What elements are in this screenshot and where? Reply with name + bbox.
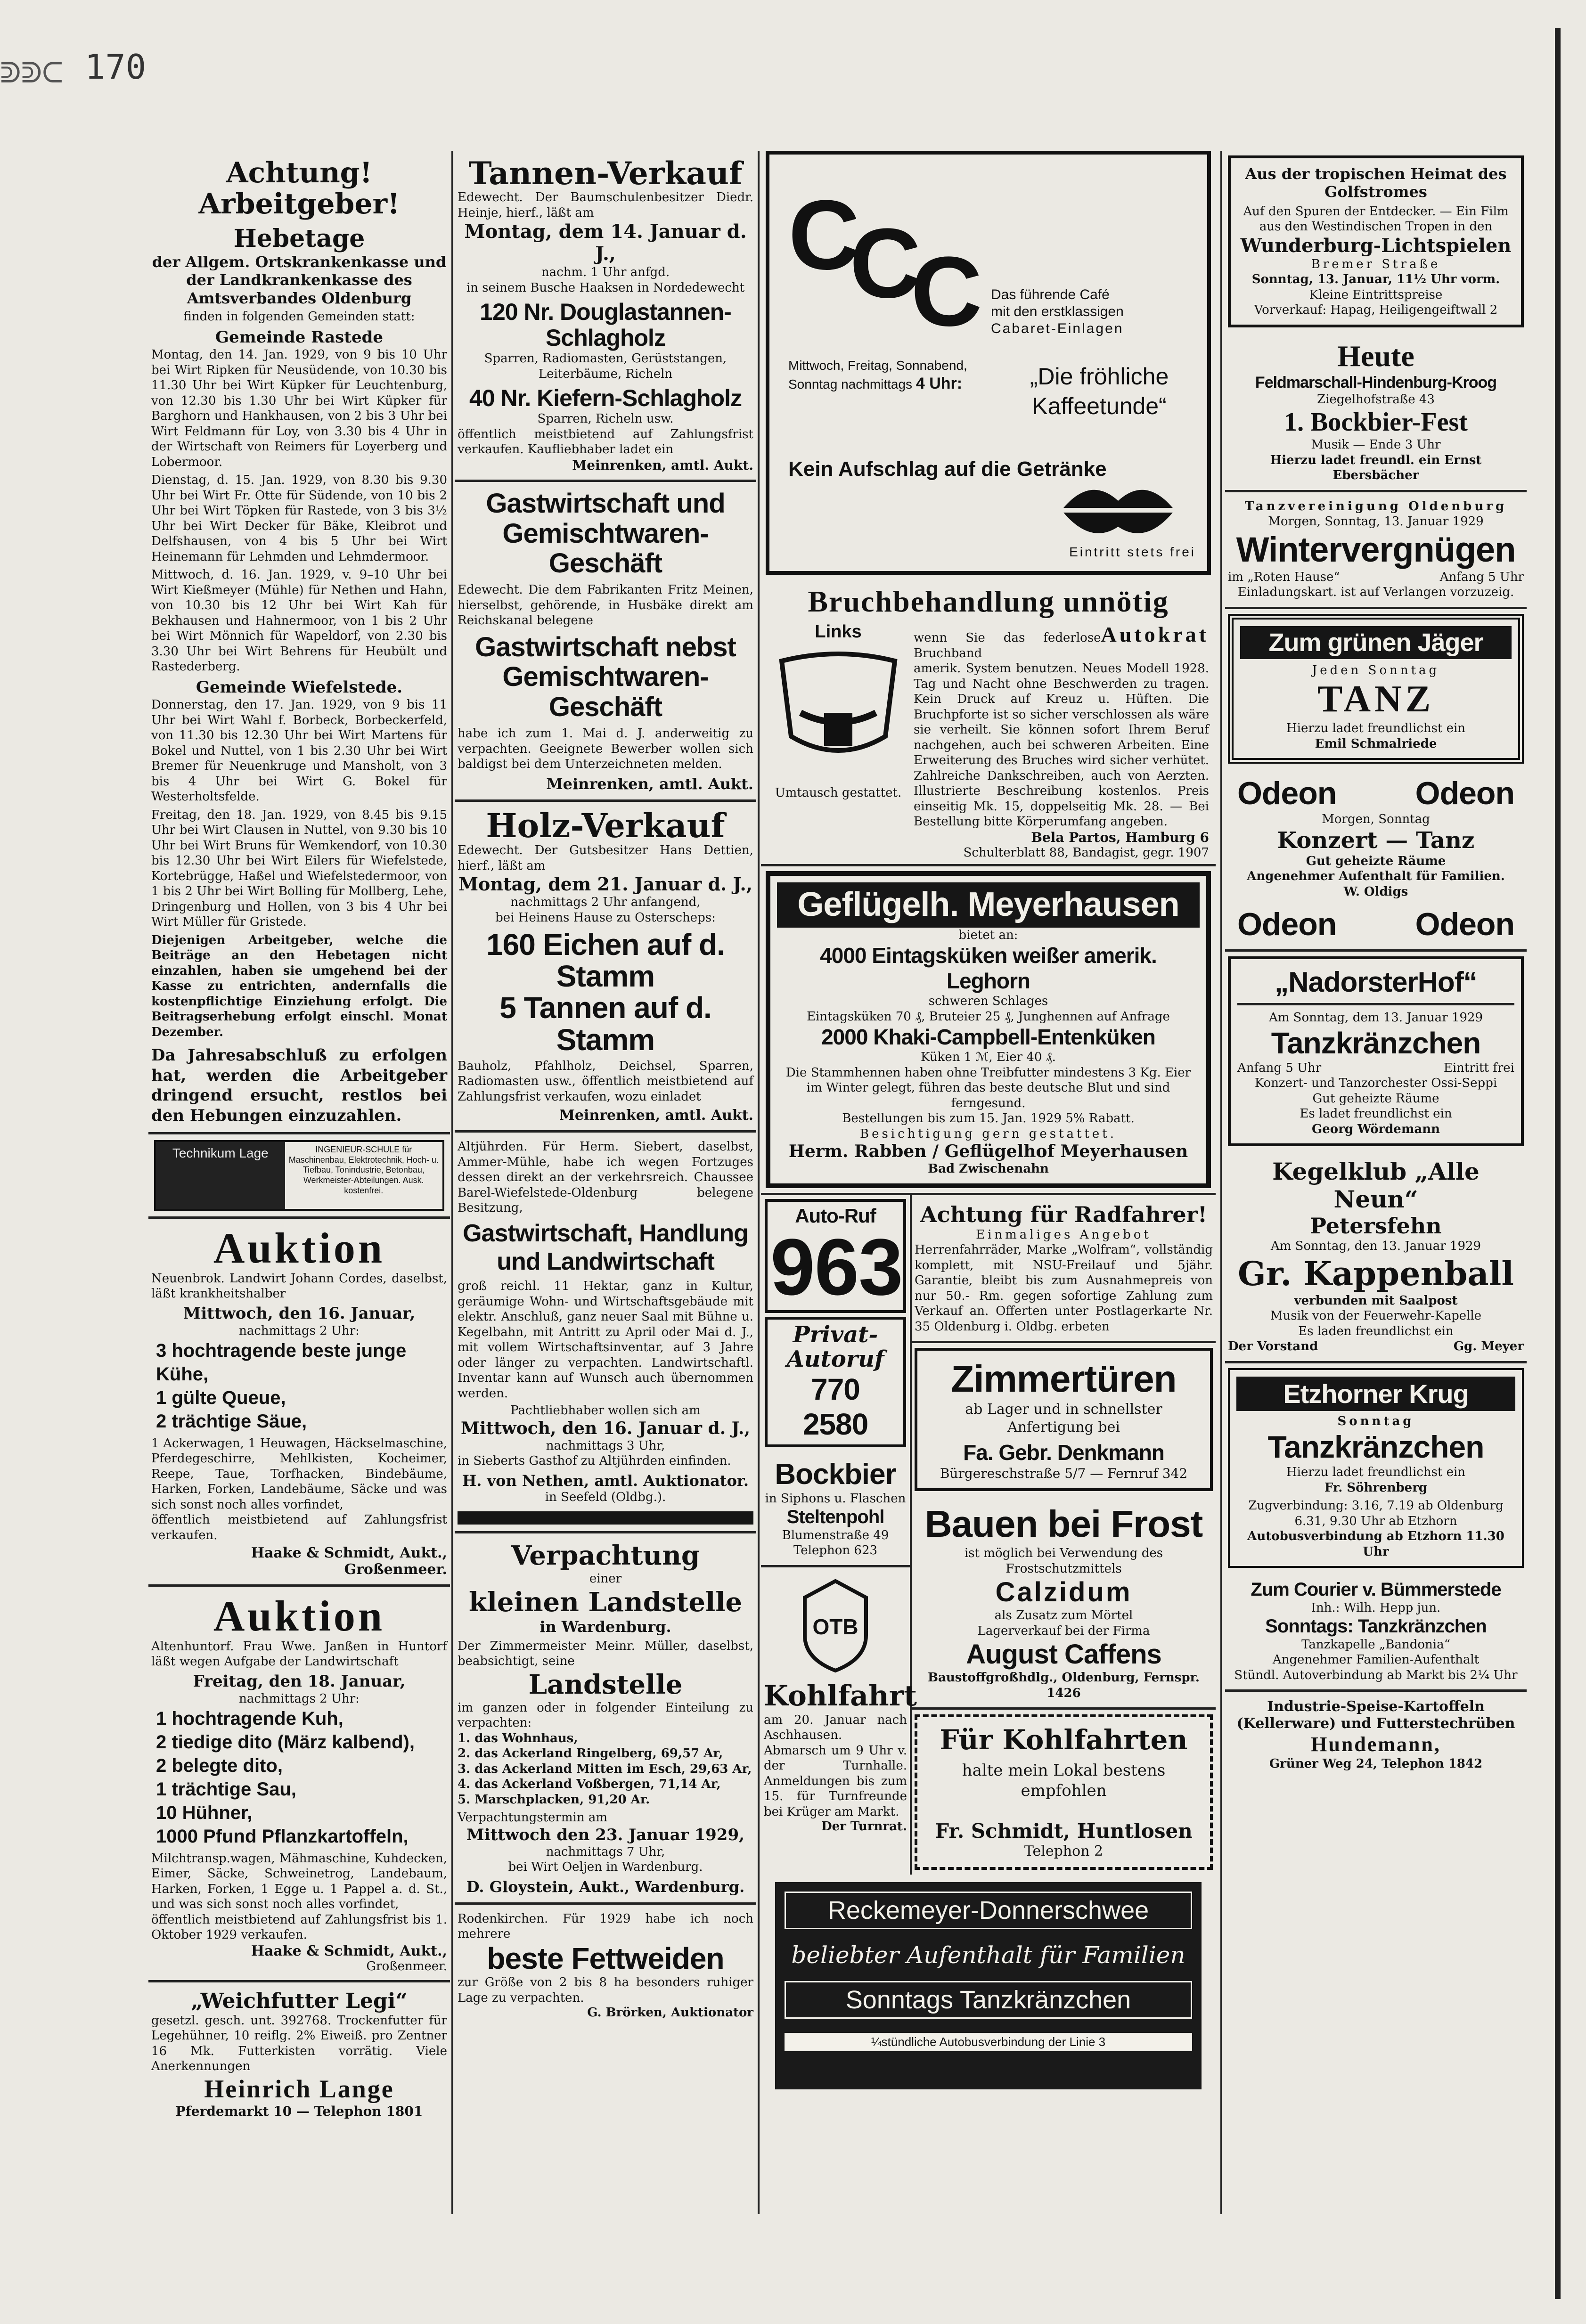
ad-signature: Heinrich Lange bbox=[204, 2074, 394, 2103]
ad-text: Aus der tropischen Heimat des Golfstromes bbox=[1245, 165, 1507, 201]
ad-text: Der Zimmermeister Meinr. Müller, daselbst, beabsichtigt, seine bbox=[458, 1639, 753, 1669]
ad-signature: Herm. Rabben / Geflügelhof Meyerhausen bbox=[788, 1142, 1188, 1162]
ad-text: Morgen, Sonntag, 13. Januar 1929 bbox=[1268, 514, 1484, 529]
ad-wunderburg bbox=[1228, 155, 1524, 327]
ad-bauen-bei-frost bbox=[912, 1496, 1216, 1710]
ad-text: Tanzvereinigung Oldenburg bbox=[1244, 499, 1507, 514]
ad-title: Bauen bei Frost bbox=[924, 1503, 1203, 1545]
ad-heute-bockbierfest bbox=[1225, 332, 1527, 492]
ad-signature: Fa. Gebr. Denkmann bbox=[963, 1440, 1164, 1465]
list-item: 2 tiedige dito (März kalbend), bbox=[156, 1731, 415, 1753]
ad-text: Freitag, den 18. Jan. 1929, von 8.45 bis 9.15 Uhr bei Wirt Clausen in Nuttel, von 9.30 bis 10 Uhr bei Wirt Bruns für Wemkendorf, von 10.30 bis 12.30 Uhr bei Wirt Eilers für Wiefelstede, Kortebrügge, Haßel und Wiefelstedermoor, von 1 bis 2 Uhr bei Wirt Bolling für Mollberg, Lehe, Dringenburg und Hollen, von 3 bis 4 Uhr bei Wirt Müller für Gristede. bbox=[151, 807, 447, 930]
ad-zimmertueren bbox=[915, 1348, 1213, 1491]
list-item: 1 hochtragende Kuh, bbox=[156, 1708, 343, 1729]
ad-title: Auktion bbox=[213, 1224, 385, 1272]
ad-text: Diejenigen Arbeitgeber, welche die Beiträge an den Hebetagen nicht einzahlen, haben sie umgehend bei der Kasse zu entrichten, andernfalls die kostenpflichtige Einziehung erfolgt. Die Beitragserhebung erfolgt einschl. Monat Dezember. bbox=[151, 933, 447, 1039]
ad-item: 4000 Eintagsküken weißer amerik. Leghorn bbox=[820, 943, 1157, 994]
ad-signature: G. Brörken, Auktionator bbox=[587, 2006, 753, 2020]
ccc-logo-letter: C bbox=[911, 236, 982, 347]
ad-title: Geflügelh. Meyerhausen bbox=[777, 882, 1200, 927]
ad-title: Heute bbox=[1337, 339, 1414, 373]
ad-event: Sonntags: Tanzkränzchen bbox=[1265, 1615, 1487, 1637]
ad-text: Küken 1 ℳ, Eier 40 ₰. bbox=[921, 1050, 1056, 1065]
ad-signature: Hierzu ladet freundl. ein Ernst Ebersbächer bbox=[1270, 453, 1482, 483]
ad-time: Sonntag, 13. Januar, 11½ Uhr vorm. bbox=[1251, 272, 1500, 287]
ad-text: ist möglich bei Verwendung des Frostschutzmittels bbox=[964, 1546, 1163, 1576]
ad-text: Sparren, Richeln usw. bbox=[537, 412, 674, 426]
ad-title: Kohlfahrt bbox=[764, 1679, 917, 1712]
ad-signature: Hundemann, bbox=[1311, 1733, 1441, 1756]
ad-signature: Gg. Meyer bbox=[1453, 1339, 1524, 1354]
ad-text: Altenhuntorf. Frau Wwe. Janßen in Huntorf läßt wegen Aufgabe der Landwirtschaft bbox=[151, 1639, 447, 1669]
ad-item: 2000 Khaki-Campbell-Entenküken bbox=[821, 1025, 1155, 1050]
ad-text: öffentlich meistbietend auf Zahlungsfrist verkaufen. bbox=[151, 1513, 447, 1542]
ad-wintervergnuegen bbox=[1225, 492, 1527, 609]
ccc-free-entry: Eintritt stets frei bbox=[1069, 545, 1196, 559]
ccc-logo-letter: C bbox=[788, 179, 860, 290]
ad-auktion-1 bbox=[148, 1219, 450, 1587]
ad-title: Bockbier bbox=[775, 1458, 896, 1491]
ad-text: Herrenfahrräder, Marke „Wolfram“, vollständig komplett, mit NSU-Freilauf und 5jähr. Garantie, bleibt bis zum Ausnahmepreis von nur 50.- Rm. gegen sofortige Zahlung zum Verkauf an. Offerten unter Postlagerkarte Nr. 35 Oldenburg i. Oldbg. erbeten bbox=[915, 1243, 1213, 1334]
ad-title: Für Kohlfahrten bbox=[940, 1724, 1188, 1756]
ad-text: bei Heinens Hause zu Osterscheps: bbox=[495, 910, 716, 925]
ad-text: schweren Schlages bbox=[928, 994, 1048, 1009]
col3-lower-right bbox=[912, 1195, 1216, 1875]
ad-privat-autoruf bbox=[765, 1317, 906, 1448]
ad-text: Es laden freundlichst ein bbox=[1298, 1324, 1454, 1338]
ad-date: Mittwoch, den 16. Januar d. J., bbox=[461, 1418, 750, 1438]
ad-etzhorner-krug bbox=[1228, 1368, 1524, 1568]
ad-title: Odeon bbox=[1237, 906, 1337, 943]
ad-date: Mittwoch, den 16. Januar, bbox=[183, 1304, 416, 1323]
black-bar bbox=[458, 1511, 753, 1525]
ad-text: 1 Ackerwagen, 1 Heuwagen, Häckselmaschine, Pferdegeschirre, Mehlkisten, Kocheimer, Reepe, Taue, Torfhacken, Bindebäume, Harken, Forken, Landebäume, Säcke und was sich sonst noch alles vorfindet, bbox=[151, 1436, 447, 1512]
ad-title: Gastwirtschaft nebst Gemischtwaren-Geschäft bbox=[475, 631, 736, 723]
ccc-days bbox=[788, 357, 996, 394]
ad-text: am 20. Januar nach Aschhausen. Abmarsch um 9 Uhr v. der Turnhalle. Anmeldungen bis zum 15. für Turnfreunde bei Krüger am Markt. bbox=[764, 1712, 907, 1819]
ad-subtitle2: der Allgem. Ortskrankenkasse und der Landkrankenkasse des Amtsverbandes Oldenburg bbox=[152, 253, 447, 307]
list-item: 3. das Ackerland Mitten im Esch, 29,63 Ar, bbox=[458, 1761, 752, 1776]
ad-weichfutter bbox=[148, 1982, 450, 2126]
ad-text: Bauholz, Pfahlholz, Deichsel, Sparren, Radiomasten usw., öffentlich meistbietend auf Zahlungsfrist verkaufen, wozu einladet bbox=[458, 1059, 753, 1104]
ad-address: Baustoffgroßhdlg., Oldenburg, Fernspr. 1426 bbox=[928, 1671, 1200, 1700]
ad-title: Bruchbehandlung unnötig bbox=[808, 585, 1169, 618]
ad-text: Hierzu ladet freundlichst ein bbox=[1286, 1465, 1466, 1480]
ad-date: Freitag, den 18. Januar, bbox=[193, 1672, 406, 1691]
ad-text: halte mein Lokal bestens empfohlen bbox=[962, 1761, 1166, 1800]
ad-text: in Siphons u. Flaschen bbox=[765, 1492, 906, 1506]
ad-signature: Haake & Schmidt, Aukt., bbox=[251, 1942, 447, 1959]
ad-text: Auf den Spuren der Entdecker. — Ein Film aus den Westindischen Tropen in den bbox=[1243, 204, 1509, 234]
ad-address: Blumenstraße 49 bbox=[782, 1528, 889, 1542]
ad-address: Schulterblatt 88, Bandagist, gegr. 1907 bbox=[963, 845, 1209, 860]
ad-text: Tanzkapelle „Bandonia“ bbox=[1301, 1637, 1450, 1652]
ad-signature: Bela Partos, Hamburg 6 bbox=[1031, 829, 1209, 845]
bruch-illustration bbox=[768, 622, 909, 860]
ad-signature: Meinrenken, amtl. Aukt. bbox=[559, 1107, 753, 1124]
column-rule bbox=[1220, 151, 1222, 2214]
ad-text: im „Roten Hause“ bbox=[1228, 570, 1340, 584]
list-item: 2. das Ackerland Ringelberg, 69,57 Ar, bbox=[458, 1746, 723, 1761]
ad-signature: Steltenpohl bbox=[786, 1506, 884, 1527]
ad-title: Landstelle bbox=[528, 1669, 683, 1700]
ad-text: Vorverkauf: Hapag, Heiligengeiftwall 2 bbox=[1254, 303, 1498, 318]
ad-signature: Fr. Söhrenberg bbox=[1324, 1480, 1428, 1495]
ccc-no-surcharge: Kein Aufschlag auf die Getränke bbox=[788, 457, 1107, 481]
ad-courier bbox=[1225, 1573, 1527, 1692]
ad-item: 120 Nr. Douglastannen-Schlagholz bbox=[480, 299, 731, 351]
ad-bruchbehandlung bbox=[761, 581, 1216, 866]
ad-kohlfahrt bbox=[761, 1567, 917, 1841]
list-item: 4. das Ackerland Voßbergen, 71,14 Ar, bbox=[458, 1777, 721, 1792]
ad-event: 1. Bockbier-Fest bbox=[1284, 408, 1468, 437]
divider bbox=[1237, 1003, 1514, 1005]
ad-auktion-2 bbox=[148, 1587, 450, 1982]
ad-title: „NadorsterHof“ bbox=[1275, 966, 1477, 998]
ad-signature: Meinrenken, amtl. Aukt. bbox=[572, 457, 753, 473]
otb-logo-icon bbox=[800, 1579, 871, 1673]
ad-title: Etzhorner Krug bbox=[1236, 1377, 1515, 1411]
ad-text: Inh.: Wilh. Hepp jun. bbox=[1311, 1601, 1441, 1615]
ad-date: Mittwoch den 23. Januar 1929, bbox=[466, 1825, 744, 1844]
ad-event: Gr. Kappenball bbox=[1238, 1254, 1514, 1293]
ad-heading: Gemeinde Rastede bbox=[215, 327, 384, 347]
ad-text: Kleine Eintrittspreise bbox=[1309, 287, 1443, 302]
ad-kegelklub bbox=[1225, 1151, 1527, 1363]
ad-signature: Georg Wördemann bbox=[1311, 1122, 1440, 1136]
ad-title: „Weichfutter Legi“ bbox=[191, 1989, 408, 2013]
column-4 bbox=[1225, 151, 1527, 2214]
ad-item: 5 Tannen auf d. Stamm bbox=[499, 991, 711, 1057]
ad-text: Konzert- und Tanzorchester Ossi-Seppi bbox=[1254, 1076, 1497, 1091]
ad-place: in Wardenburg. bbox=[540, 1617, 671, 1636]
ad-signature-place: in Seefeld (Oldbg.). bbox=[545, 1490, 666, 1504]
ad-item: 160 Eichen auf d. Stamm bbox=[486, 928, 725, 994]
ad-text: Neuenbrok. Landwirt Johann Cordes, daselbst, läßt krankheitshalber bbox=[151, 1271, 447, 1301]
ad-title: Zimmertüren bbox=[951, 1358, 1177, 1400]
ad-item-list bbox=[151, 1707, 447, 1848]
ccc-tagline-line: Das führende Café bbox=[991, 287, 1110, 302]
reckemeyer-event: Sonntags Tanzkränzchen bbox=[785, 1981, 1192, 2019]
ad-text: habe ich zum 1. Mai d. J. anderweitig zu verpachten. Geeignete Bewerber wollen sich baldigst bei dem Unterzeichneten melden. bbox=[458, 726, 753, 772]
ad-text: Es ladet freundlichst ein bbox=[1300, 1107, 1452, 1121]
ad-title: Verpachtung bbox=[511, 1540, 700, 1572]
ad-altjuehrden bbox=[455, 1133, 756, 1533]
list-item: 3 hochtragende beste junge Kühe, bbox=[156, 1340, 407, 1385]
otb-logo-text: OTB bbox=[812, 1614, 858, 1639]
list-item: 5. Marschplacken, 91,20 Ar. bbox=[458, 1792, 650, 1807]
ad-fettweiden bbox=[455, 1905, 756, 2026]
ccc-time: 4 Uhr: bbox=[916, 375, 963, 392]
list-item: 10 Hühner, bbox=[156, 1802, 253, 1823]
reckemeyer-name: Reckemeyer-Donnerschwee bbox=[785, 1892, 1192, 1929]
column-rule bbox=[758, 151, 760, 2214]
ad-text: Besichtigung gern gestattet. bbox=[859, 1126, 1117, 1141]
ad-title: Wunderburg-Lichtspielen bbox=[1240, 234, 1512, 257]
bruch-row bbox=[914, 622, 1209, 661]
ad-title: Gastwirtschaft und Gemischtwaren-Geschäft bbox=[486, 488, 725, 579]
ad-text: zur Größe von 2 bis 8 ha besonders ruhiger Lage zu verpachten. bbox=[458, 1975, 753, 2005]
ad-brand: Autokrat bbox=[1101, 622, 1209, 647]
ad-tannen-verkauf bbox=[455, 151, 756, 482]
ad-text: Musik von der Feuerwehr-Kapelle bbox=[1270, 1309, 1482, 1323]
col3-lower bbox=[761, 1193, 1216, 1875]
technikum-label: Technikum Lage bbox=[156, 1142, 285, 1209]
ad-text: in seinem Busche Haaksen in Nordedewecht bbox=[466, 280, 745, 295]
ad-text: als Zusatz zum Mörtel bbox=[994, 1608, 1133, 1623]
ad-time: nachm. 1 Uhr anfgd. bbox=[541, 265, 670, 280]
page-number: 170 bbox=[85, 47, 147, 87]
ad-text: Gut geheizte Räume bbox=[1312, 1091, 1439, 1106]
ad-gastwirtschaft-1 bbox=[455, 482, 756, 802]
technikum-text: INGENIEUR-SCHULE für Maschinenbau, Elektrotechnik, Hoch- u. Tiefbau, Tonindustrie, Betonbau, Werkmeister-Abteilungen. Ausk. kostenfrei. bbox=[288, 1145, 439, 1195]
ad-text: Edewecht. Der Baumschulenbesitzer Diedr. Heinje, hierf., läßt am bbox=[458, 190, 753, 220]
ad-title: Achtung! Arbeitgeber! bbox=[198, 156, 400, 220]
ad-title: beste Fettweiden bbox=[487, 1941, 724, 1975]
ad-title: Odeon bbox=[1237, 775, 1337, 812]
ad-title: Zum Courier v. Bümmerstede bbox=[1251, 1579, 1501, 1600]
ad-text: Stündl. Autoverbindung ab Markt bis 2¼ Uhr bbox=[1234, 1668, 1518, 1682]
ad-event: Tanzkränzchen bbox=[1267, 1429, 1484, 1465]
ad-text: Anfang 5 Uhr bbox=[1439, 570, 1524, 584]
list-item: 2 belegte dito, bbox=[156, 1755, 283, 1776]
ad-phone: Telephon 2 bbox=[1024, 1843, 1104, 1860]
reckemeyer-bus: ¼stündliche Autobusverbindung der Linie 3 bbox=[785, 2033, 1192, 2051]
ad-text: groß reichl. 11 Hektar, ganz in Kultur, geräumige Wohn- und Wirtschaftsgebäude mit elektr. Anschluß, ganz neuer Saal mit Bühne u. Kegelbahn, mit Antritt zu April oder Mai d. J., mit vollem Wirtschaftsinventar, auf 3 Jahre oder länger zu verpachten. Landwirtschaftl. Inventar kann auf Wunsch auch übernommen werden. bbox=[458, 1279, 753, 1401]
ad-date: Montag, dem 14. Januar d. J., bbox=[464, 220, 747, 265]
bruch-body bbox=[768, 622, 1209, 860]
list-item: 1 trächtige Sau, bbox=[156, 1778, 296, 1800]
ad-text: gesetzl. gesch. unt. 392768. Trockenfutter für Legehühner, 10 reiflg. 2% Eiweiß. pro Zentner 16 Mk. Futterkisten vorrätig. Viele Anerkennungen bbox=[151, 2013, 447, 2074]
ad-title: Zum grünen Jäger bbox=[1240, 626, 1512, 659]
ad-text: amerik. System benutzen. Neues Modell 1928. Tag und Nacht ohne Beschwerden zu tragen. Kein Druck auf Kreuz u. Hüften. Die Bruchpforte ist so sicher verschlossen als wäre sie verheilt. Sie können sofort Ihrem Beruf nachgehen, auch bei schweren Arbeiten. Eine Erweiterung des Bruches wird sicher verhütet. Zahlreiche Dankschreiben, auch von Aerzten. Illustrierte Beschreibung kostenlos. Preis einseitig Mk. 15, doppelseitig Mk. 28. — Bei Bestellung bitte Körperumfang angeben. bbox=[914, 661, 1209, 829]
technikum-box bbox=[154, 1140, 444, 1211]
ad-arbeitgeber bbox=[148, 151, 450, 1134]
ad-title: Holz-Verkauf bbox=[486, 806, 725, 845]
ad-text: einer bbox=[589, 1572, 622, 1586]
ad-item-list bbox=[151, 1339, 447, 1433]
ad-title: Wintervergnügen bbox=[1236, 530, 1516, 569]
column-3 bbox=[761, 151, 1216, 2214]
phone-number: 770 bbox=[811, 1372, 860, 1407]
ad-address: Ziegelhofstraße 43 bbox=[1317, 392, 1435, 407]
ccc-lips-graphic bbox=[1062, 475, 1175, 546]
ad-title: Kegelklub „Alle Neun“ bbox=[1272, 1158, 1480, 1214]
ad-radfahrer bbox=[912, 1195, 1216, 1344]
ad-text: bei Wirt Oeljen in Wardenburg. bbox=[508, 1860, 703, 1875]
ad-event: Konzert — Tanz bbox=[1277, 827, 1475, 854]
ad-text: Donnerstag, den 17. Jan. 1929, von 9 bis 11 Uhr bei Wirt Wahl f. Borbeck, Borbeckerfeld, von 11.30 bis 12.30 Uhr bei Wirt Martens für Bokel und Nuttel, von 1 bis 2.30 Uhr bei Wirt Bremer für Neuenkruge und Mansholt, von 3 bis 4 Uhr bei Wirt G. Bokel für Westerholtsfelde. bbox=[151, 698, 447, 804]
ad-text: Autobusverbindung ab Etzhorn 11.30 Uhr bbox=[1247, 1529, 1504, 1559]
ad-nadorster-hof bbox=[1228, 956, 1524, 1146]
ad-text: Anfang 5 Uhr bbox=[1237, 1060, 1322, 1075]
ad-text: Die Stammhennen haben ohne Treibfutter mindestens 3 Kg. Eier im Winter gelegt, führen das beste deutsche Blut und sind ferngesund. bbox=[785, 1065, 1191, 1110]
ad-signature: Der Turnrat. bbox=[821, 1819, 907, 1834]
ad-address: Bürgereschstraße 5/7 — Fernruf 342 bbox=[940, 1466, 1188, 1482]
edge-mark: ᕲᕲᑕ bbox=[0, 57, 63, 90]
bruch-text bbox=[909, 622, 1209, 860]
ad-title: Odeon bbox=[1415, 775, 1514, 812]
ad-text: Sonntag bbox=[1337, 1414, 1414, 1428]
ccc-tagline bbox=[991, 286, 1124, 337]
ccc-logo bbox=[788, 178, 986, 347]
ad-text: Umtausch gestattet. bbox=[775, 786, 902, 800]
ad-row bbox=[1228, 570, 1524, 585]
ad-label: Privat-Autoruf bbox=[786, 1321, 884, 1373]
ad-text: wenn Sie das federlose Bruchband bbox=[914, 631, 1101, 661]
ad-kohlfahrten-lokal bbox=[915, 1714, 1213, 1870]
ad-text: Milchtransp.wagen, Mähmaschine, Kuhdecken, Eimer, Säcke, Schweinetrog, Landebaum, Harken, Forken, 1 Egge u. 1 Pappel a. d. St., und was sich sonst noch alles vorfindet, bbox=[151, 1851, 447, 1912]
ad-date: Montag, dem 21. Januar d. J., bbox=[458, 873, 752, 895]
ad-address: Grüner Weg 24, Telephon 1842 bbox=[1269, 1757, 1483, 1771]
ad-text: Altjührden. Für Herm. Siebert, daselbst, Ammer-Mühle, habe ich wegen Fortzuges dessen direkt an der verkehrsreich. Chaussee Barel-Wiefelstede-Oldenburg belegene Besitzung, bbox=[458, 1140, 753, 1215]
column-1 bbox=[148, 151, 450, 2214]
ad-odeon bbox=[1225, 768, 1527, 952]
ad-text: 6.31, 9.30 Uhr ab Etzhorn bbox=[1294, 1514, 1457, 1528]
ad-time: nachmittags 7 Uhr, bbox=[546, 1844, 665, 1859]
ad-text: Sparren, Radiomasten, Gerüststangen, Leiterbäume, Richeln bbox=[484, 351, 727, 381]
ad-text: Lagerverkauf bei der Firma bbox=[977, 1623, 1150, 1638]
ad-text: in Sieberts Gasthof zu Altjührden einfinden. bbox=[458, 1454, 731, 1468]
ad-text: Montag, den 14. Jan. 1929, von 9 bis 10 Uhr bei Wirt Ripken für Neusüdende, von 10.30 bis 11.30 Uhr bei Wirt Küpker für Leuchtenburg, von 12.30 bis 1.30 Uhr bei Wirt Küpker für Barghorn und Hankhausen, von 2 bis 3 Uhr bei Wirt Feldmann für Loy, von 3.30 bis 4 Uhr in der Wirtschaft von Reimers für Loyerberg und Lobermoor. bbox=[151, 348, 447, 469]
ad-signature: Der Vorstand bbox=[1228, 1339, 1318, 1354]
ad-text: Musik — Ende 3 Uhr bbox=[1311, 438, 1441, 452]
ad-bockbier bbox=[761, 1451, 910, 1567]
ad-signature: August Caffens bbox=[966, 1639, 1161, 1670]
odeon-row-bottom bbox=[1228, 906, 1524, 943]
ad-text: ab Lager und in schnellster Anfertigung bei bbox=[965, 1401, 1162, 1435]
ad-text: Zugverbindung: 3.16, 7.19 ab Oldenburg bbox=[1248, 1499, 1504, 1513]
ad-signature-place: Bad Zwischenahn bbox=[928, 1162, 1049, 1176]
ad-text: Edewecht. Die dem Fabrikanten Fritz Meinen, hierselbst, gehörende, in Husbäke direkt am Reichskanal belegene bbox=[458, 583, 753, 628]
ad-signature: Fr. Schmidt, Huntlosen bbox=[935, 1819, 1193, 1843]
col3-lower-left bbox=[761, 1195, 917, 1875]
ad-row bbox=[1228, 1339, 1524, 1354]
ad-time: nachmittags 2 Uhr anfangend, bbox=[510, 895, 701, 910]
ad-brand: Calzidum bbox=[995, 1577, 1132, 1608]
ccc-tagline-line: mit den erstklassigen bbox=[991, 304, 1124, 319]
phone-number: 2580 bbox=[802, 1407, 868, 1442]
ad-signature: Haake & Schmidt, Aukt., Großenmeer. bbox=[251, 1545, 447, 1578]
ad-text: im ganzen oder in folgender Einteilung zu verpachten: bbox=[458, 1700, 753, 1730]
ad-place: Feldmarschall-Hindenburg-Kroog bbox=[1255, 373, 1497, 391]
ad-title: Industrie-Speise-Kartoffeln (Kellerware) und Futterstechrüben bbox=[1236, 1698, 1515, 1732]
ad-phone: Telephon 623 bbox=[793, 1543, 878, 1558]
ad-holz-verkauf bbox=[455, 802, 756, 1133]
ad-auto-ruf bbox=[765, 1199, 906, 1313]
ad-technikum bbox=[148, 1134, 450, 1219]
ad-address: Bremer Straße bbox=[1311, 257, 1441, 271]
ad-ccc-cafe bbox=[766, 151, 1211, 575]
page-edge-bar bbox=[1555, 28, 1561, 2299]
ad-text: öffentlich meistbietend auf Zahlungsfrist bis 1. Oktober 1929 verkaufen. bbox=[151, 1912, 447, 1942]
odeon-row-top bbox=[1228, 775, 1524, 812]
ad-title: Auktion bbox=[213, 1592, 385, 1640]
ad-gefluegelhof bbox=[766, 871, 1211, 1188]
ad-place: Petersfehn bbox=[1310, 1213, 1442, 1239]
ad-text: Eintagsküken 70 ₰, Bruteier 25 ₰, Junghennen auf Anfrage bbox=[807, 1009, 1170, 1024]
list-item: 2 trächtige Säue, bbox=[156, 1411, 307, 1432]
phone-number: 963 bbox=[770, 1222, 903, 1312]
ad-text: Morgen, Sonntag bbox=[1322, 812, 1430, 827]
ad-time: nachmittags 3 Uhr, bbox=[546, 1438, 665, 1453]
ad-gruener-jaeger bbox=[1228, 614, 1524, 764]
ad-text: Bestellungen bis zum 15. Jan. 1929 5% Rabatt. bbox=[842, 1111, 1135, 1126]
ccc-days-text: Mittwoch, Freitag, Sonnabend, Sonntag nachmittags bbox=[788, 358, 967, 391]
ad-text: Angenehmer Familien-Aufenthalt bbox=[1272, 1653, 1480, 1667]
ad-reckemeyer bbox=[775, 1882, 1202, 2089]
ad-text: Hierzu ladet freundlichst ein bbox=[1286, 721, 1466, 736]
ad-item: 40 Nr. Kiefern-Schlagholz bbox=[469, 385, 742, 412]
ad-text: bietet an: bbox=[958, 928, 1018, 942]
ad-address: Pferdemarkt 10 — Telephon 1801 bbox=[175, 2103, 423, 2119]
ad-title: Gastwirtschaft, Handlung und Landwirtschaft bbox=[463, 1219, 748, 1275]
list-item: 1 gülte Queue, bbox=[156, 1387, 286, 1408]
ad-text: Gut geheizte Räume bbox=[1306, 854, 1446, 868]
ad-text: Dienstag, d. 15. Jan. 1929, von 8.30 bis 9.30 Uhr bei Wirt Fr. Otte für Südende, von 10 bis 2 Uhr bei Wirt Töpken für Rastede, von 3 bis 3½ Uhr bei Wirt Decker für Bäke, Kleibrot und Delfshausen, von 4 bis 5 Uhr bei Wirt Heinemann für Lehmden und Lehmdermoor. bbox=[151, 473, 447, 564]
ad-verpachtung bbox=[455, 1533, 756, 1905]
ad-text: öffentlich meistbietend auf Zahlungsfrist verkaufen. Kaufliebhaber ladet ein bbox=[458, 427, 753, 457]
ad-text: Am Sonntag, dem 13. Januar 1929 bbox=[1268, 1011, 1483, 1025]
ad-event: Tanzkränzchen bbox=[1271, 1026, 1481, 1060]
ad-text: Rodenkirchen. Für 1929 habe ich noch mehrere bbox=[458, 1911, 753, 1941]
column-rule bbox=[451, 151, 453, 2214]
truss-illustration bbox=[772, 642, 904, 783]
ad-title: Odeon bbox=[1415, 906, 1514, 943]
ad-text: Edewecht. Der Gutsbesitzer Hans Dettien, hierf., läßt am bbox=[458, 843, 753, 873]
ad-text: Einladungskart. ist auf Verlangen vorzuzeig. bbox=[1237, 585, 1514, 600]
ad-signature: D. Gloystein, Aukt., Wardenburg. bbox=[466, 1877, 745, 1896]
ad-time: nachmittags 2 Uhr: bbox=[239, 1692, 360, 1706]
ad-row bbox=[1237, 1060, 1514, 1076]
ad-text: Einmaliges Angebot bbox=[976, 1227, 1152, 1242]
ad-title: Tannen-Verkauf bbox=[468, 155, 743, 192]
column-2 bbox=[455, 151, 756, 2214]
ad-signature: Emil Schmalriede bbox=[1315, 736, 1437, 751]
ad-text: finden in folgenden Gemeinden statt: bbox=[183, 310, 415, 324]
ad-text: Verpachtungstermin am bbox=[458, 1810, 607, 1825]
ad-text: Da Jahresabschluß zu erfolgen hat, werden die Arbeitgeber dringend ersucht, restlos bei den Hebungen einzuzahlen. bbox=[151, 1046, 447, 1125]
ad-subtitle: Hebetage bbox=[233, 224, 365, 253]
ad-signature: Meinrenken, amtl. Aukt. bbox=[546, 775, 753, 793]
list-item: 1. das Wohnhaus, bbox=[458, 1731, 578, 1745]
ad-kartoffeln bbox=[1225, 1692, 1527, 1778]
bruch-links-label: Links bbox=[815, 622, 862, 642]
list-item: 1000 Pfund Pflanzkartoffeln, bbox=[156, 1826, 409, 1847]
ad-label: Auto-Ruf bbox=[795, 1204, 876, 1227]
ad-title: kleinen Landstelle bbox=[468, 1586, 743, 1618]
ad-text: Pachtliebhaber wollen sich am bbox=[510, 1403, 701, 1418]
ad-title: Achtung für Radfahrer! bbox=[920, 1201, 1208, 1227]
ad-text: Jeden Sonntag bbox=[1312, 663, 1440, 677]
ccc-coffee-title: „Die fröhliche Kaffeetunde“ bbox=[1030, 363, 1169, 419]
ad-heading: Gemeinde Wiefelstede. bbox=[196, 677, 403, 697]
ad-signature: W. Oldigs bbox=[1343, 884, 1408, 899]
ad-signature: H. von Nethen, amtl. Auktionator. bbox=[462, 1471, 749, 1490]
ad-event: TANZ bbox=[1317, 678, 1435, 720]
ad-text: verbunden mit Saalpost bbox=[1294, 1293, 1458, 1308]
ad-text: Am Sonntag, den 13. Januar 1929 bbox=[1270, 1239, 1481, 1254]
reckemeyer-slogan: beliebter Aufenthalt für Familien bbox=[791, 1941, 1185, 1969]
ad-text: Angenehmer Aufenthalt für Familien. bbox=[1247, 869, 1505, 884]
ad-text: Mittwoch, d. 16. Jan. 1929, v. 9–10 Uhr bei Wirt Kießmeyer (Mühle) für Nethen und Hahn, von 10.30 bis 12 Uhr bei Wirt Kah für Bekhausen und Hahnermoor, von 1 bis 2 Uhr bei Wirt Mönnich für Wapeldorf, von 2.30 bis 3.30 Uhr bei Wirt Behrens für Heubült und Rastederberg. bbox=[151, 568, 447, 674]
ccc-logo-letter: C bbox=[850, 208, 921, 318]
ad-signature-place: Großenmeer. bbox=[366, 1959, 447, 1973]
ad-time: nachmittags 2 Uhr: bbox=[239, 1324, 360, 1338]
ccc-tagline-line: Cabaret-Einlagen bbox=[991, 321, 1124, 336]
ad-text: Eintritt frei bbox=[1443, 1060, 1514, 1075]
